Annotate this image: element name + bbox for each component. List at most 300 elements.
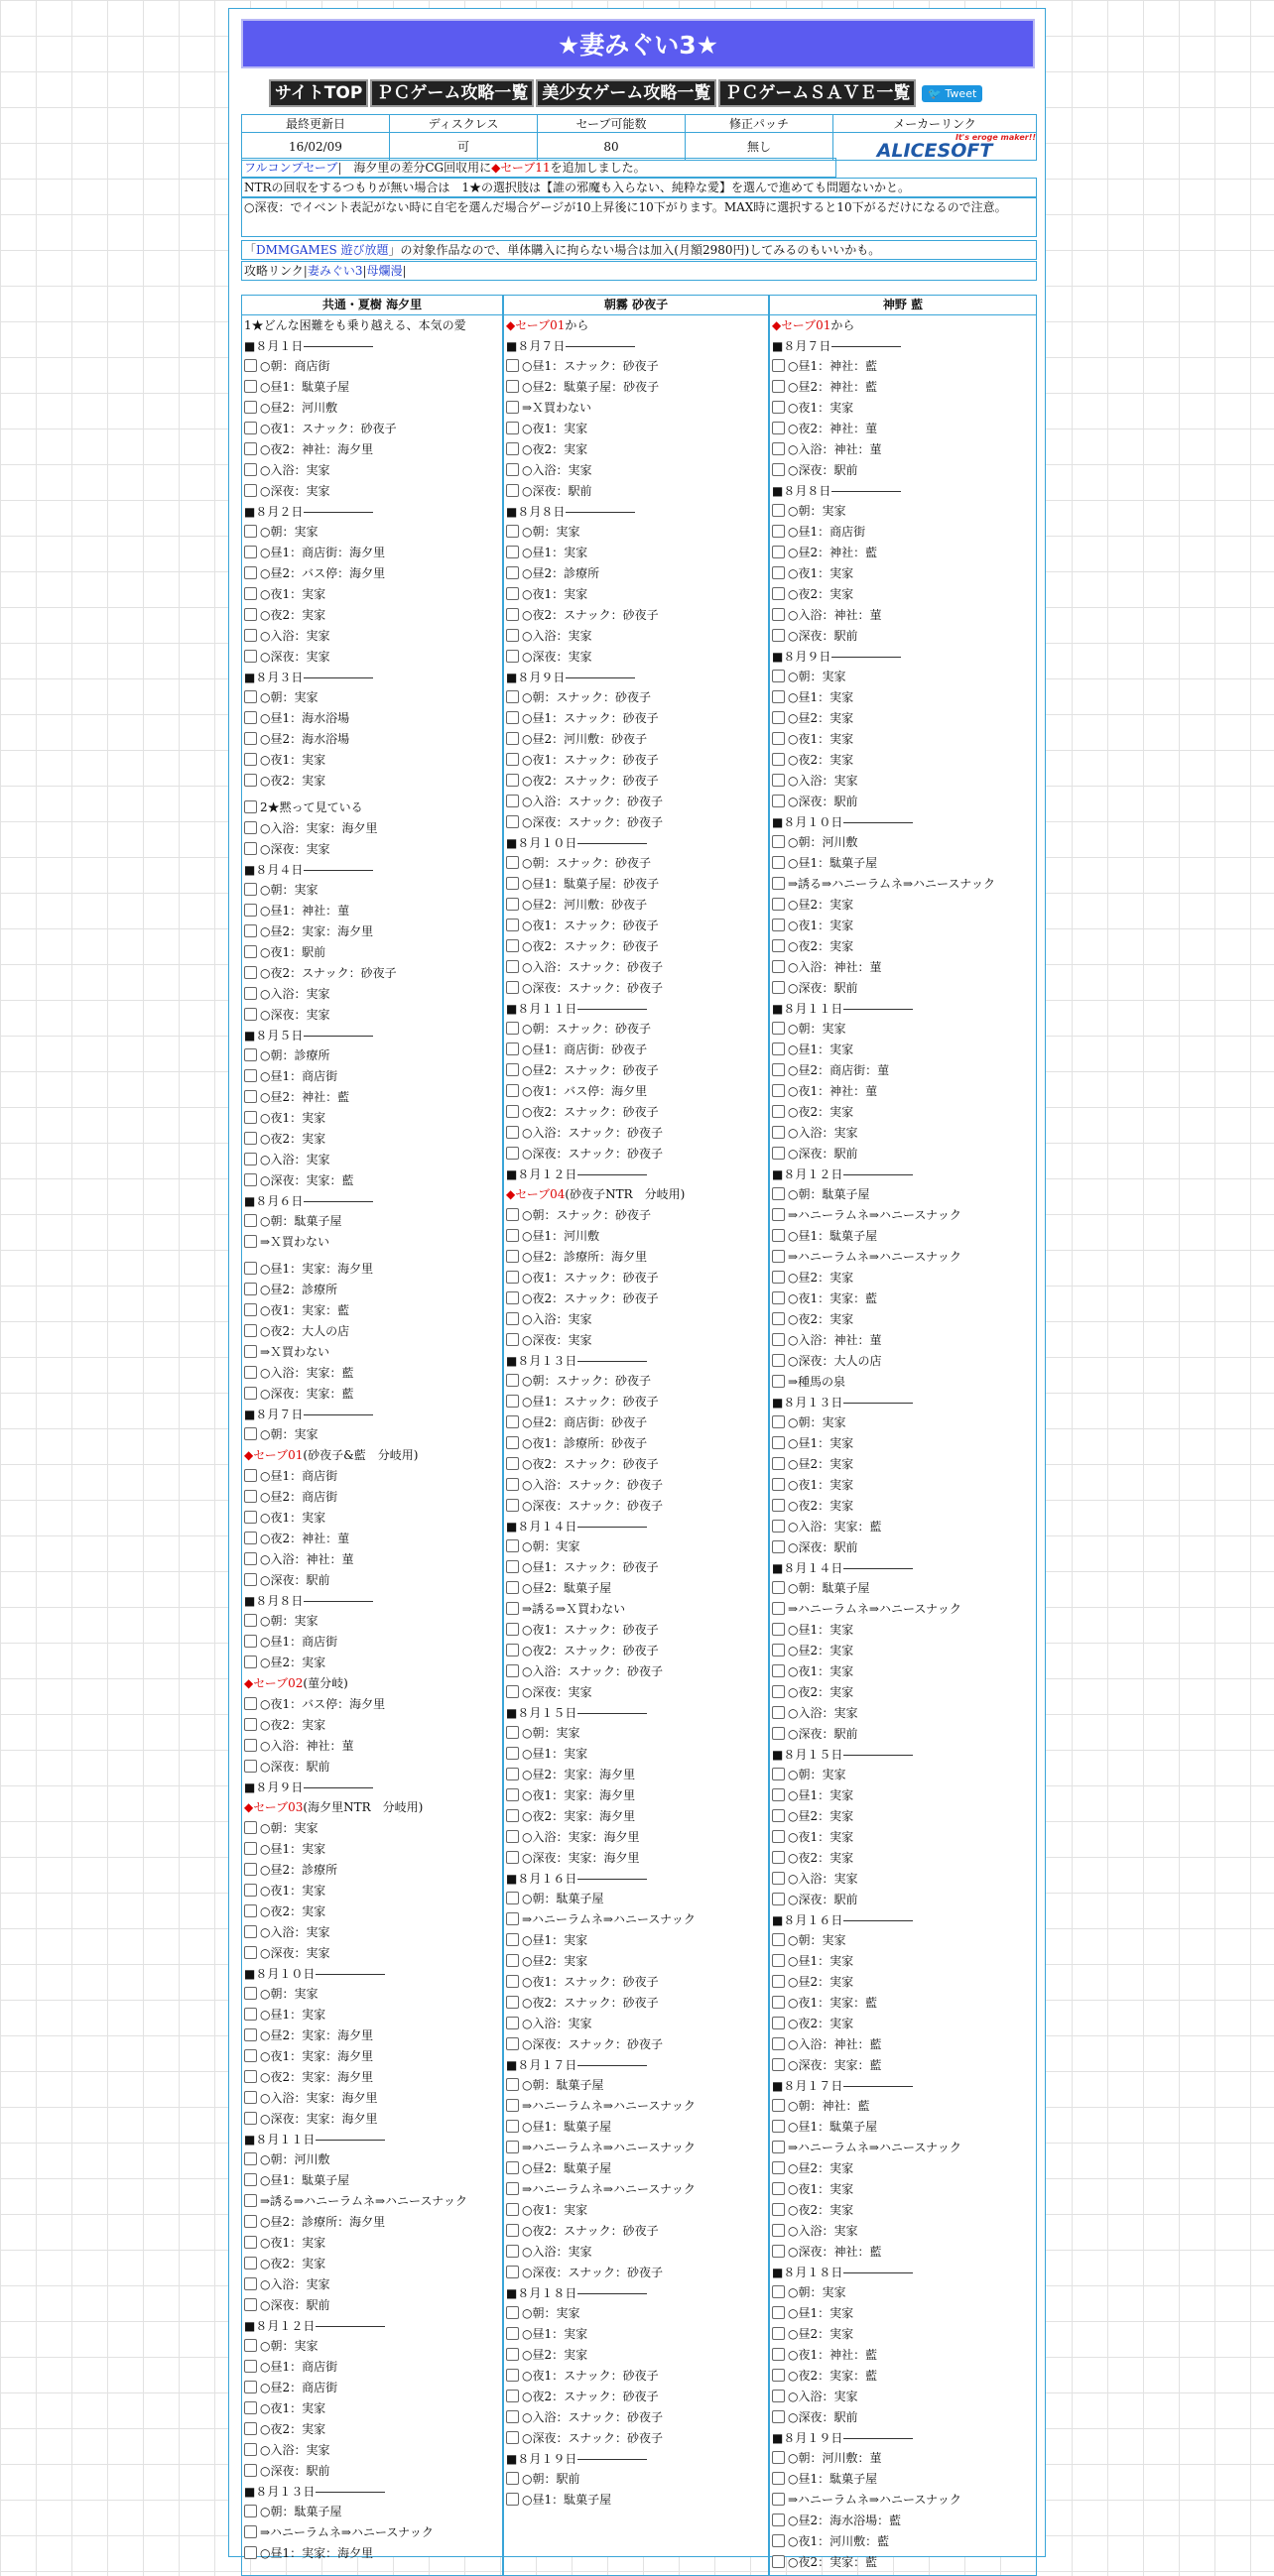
step-checkbox[interactable] [244,987,257,1000]
step-checkbox[interactable] [772,587,785,600]
step-checkbox[interactable] [506,1644,519,1656]
step-checkbox[interactable] [506,2306,519,2319]
step-checkbox[interactable] [772,504,785,517]
step-checkbox[interactable] [244,1614,257,1627]
step-checkbox[interactable] [772,2037,785,2050]
save-link[interactable]: ◆セーブ03 [244,1800,304,1814]
step-checkbox[interactable] [244,1656,257,1668]
step-checkbox[interactable] [244,1925,257,1938]
step-checkbox[interactable] [506,1291,519,1304]
step-checkbox[interactable] [772,1187,785,1200]
day-heading: ■８月１６日 [770,1910,1036,1930]
step-checkbox[interactable] [244,883,257,896]
step-checkbox[interactable] [772,2058,785,2071]
step-checkbox[interactable] [772,774,785,787]
step-checkbox[interactable] [772,608,785,621]
step-checkbox[interactable] [506,1126,519,1139]
step-checkbox[interactable] [244,1111,257,1124]
step-checkbox[interactable] [772,1022,785,1035]
step-checkbox[interactable] [244,2257,257,2269]
step-checkbox[interactable] [244,2464,257,2477]
step-item [242,963,502,984]
step-checkbox[interactable] [772,1043,785,1055]
step-checkbox[interactable] [506,1415,519,1428]
step-checkbox[interactable] [772,442,785,455]
step-checkbox[interactable] [772,1126,785,1139]
step-checkbox[interactable] [772,1540,785,1553]
step-checkbox[interactable] [506,546,519,558]
step-checkbox[interactable] [506,2203,519,2216]
step-checkbox[interactable] [244,1262,257,1275]
step-checkbox[interactable] [506,2141,519,2153]
nav-pc-game-list[interactable]: ＰＣゲーム攻略一覧 [370,79,534,107]
step-checkbox[interactable] [506,1892,519,1904]
step-checkbox[interactable] [506,1312,519,1325]
step-checkbox[interactable] [244,608,257,621]
step-checkbox[interactable] [244,1303,257,1316]
step-checkbox[interactable] [772,1623,785,1636]
step-checkbox[interactable] [244,732,257,745]
step-checkbox[interactable] [506,1229,519,1242]
step-checkbox[interactable] [506,1457,519,1470]
step-checkbox[interactable] [506,2245,519,2258]
step-checkbox[interactable] [244,1090,257,1103]
step-checkbox[interactable] [506,484,519,497]
step-checkbox[interactable] [506,650,519,663]
step-checkbox[interactable] [244,1427,257,1440]
step-checkbox[interactable] [506,1788,519,1801]
step-checkbox[interactable] [772,1644,785,1656]
step-checkbox[interactable] [244,2152,257,2165]
step-checkbox[interactable] [506,629,519,642]
step-checkbox[interactable] [244,2546,257,2559]
step-checkbox[interactable] [772,795,785,807]
step-checkbox[interactable] [506,960,519,973]
step-checkbox[interactable] [772,2245,785,2258]
nav-bishoujo-list[interactable]: 美少女ゲーム攻略一覧 [536,79,716,107]
step-checkbox[interactable] [244,1366,257,1379]
step-checkbox[interactable] [772,2285,785,2298]
alicesoft-logo[interactable]: It's eroge maker!! ALICESOFT [876,133,1036,162]
step-checkbox[interactable] [772,1250,785,1263]
step-checkbox[interactable] [244,1132,257,1145]
step-checkbox[interactable] [244,2194,257,2207]
step-checkbox[interactable] [244,1884,257,1897]
step-checkbox[interactable] [506,401,519,414]
step-checkbox[interactable] [772,835,785,848]
step-checkbox[interactable] [506,380,519,393]
step-checkbox[interactable] [506,422,519,434]
step-checkbox[interactable] [244,1008,257,1021]
step-checkbox[interactable] [506,1250,519,1263]
step-checkbox[interactable] [244,650,257,663]
step-checkbox[interactable] [772,1084,785,1097]
step-checkbox[interactable] [506,1022,519,1035]
dmm-games-link[interactable]: DMMGAMES 遊び放題 [256,243,389,257]
step-checkbox[interactable] [772,1312,785,1325]
step-checkbox[interactable] [244,463,257,476]
step-checkbox[interactable] [506,2348,519,2361]
step-checkbox[interactable] [772,732,785,745]
step-checkbox[interactable] [244,2525,257,2538]
save-link[interactable]: ◆セーブ04 [506,1187,566,1201]
step-checkbox[interactable] [772,856,785,869]
step-checkbox[interactable] [772,1499,785,1512]
step-checkbox[interactable] [772,1727,785,1740]
step-checkbox[interactable] [506,2224,519,2237]
step-checkbox[interactable] [772,1271,785,1284]
nav-site-top[interactable]: サイトTOP [269,79,368,107]
step-checkbox[interactable] [506,732,519,745]
step-checkbox[interactable] [506,2078,519,2091]
step-checkbox[interactable] [506,753,519,766]
step-checkbox[interactable] [244,774,257,787]
step-checkbox[interactable] [772,1809,785,1822]
step-checkbox[interactable] [772,2493,785,2506]
step-checkbox[interactable] [244,1760,257,1773]
step-checkbox[interactable] [772,629,785,642]
step-checkbox[interactable] [244,2173,257,2186]
step-checkbox[interactable] [506,774,519,787]
step-checkbox[interactable] [772,2141,785,2153]
step-checkbox[interactable] [244,753,257,766]
step-checkbox[interactable] [244,1697,257,1710]
step-checkbox[interactable] [244,1987,257,2000]
step-checkbox[interactable] [506,1333,519,1346]
step-checkbox[interactable] [506,1436,519,1449]
step-checkbox[interactable] [772,711,785,724]
step-checkbox[interactable] [244,2236,257,2249]
step-checkbox[interactable] [772,877,785,890]
step-checkbox[interactable] [244,2112,257,2125]
step-checkbox[interactable] [772,2390,785,2402]
step-checkbox[interactable] [244,904,257,917]
step-checkbox[interactable] [506,711,519,724]
step-checkbox[interactable] [244,566,257,579]
step-checkbox[interactable] [506,1147,519,1160]
step-checkbox[interactable] [244,966,257,979]
step-item [770,708,1036,729]
step-checkbox[interactable] [772,2120,785,2133]
step-checkbox[interactable] [772,2306,785,2319]
step-checkbox[interactable] [244,2422,257,2435]
step-checkbox[interactable] [244,1469,257,1482]
step-checkbox[interactable] [244,380,257,393]
step-checkbox[interactable] [772,1375,785,1388]
step-checkbox[interactable] [244,525,257,538]
step-checkbox[interactable] [772,1581,785,1594]
step-checkbox[interactable] [506,856,519,869]
step-checkbox[interactable] [244,629,257,642]
step-checkbox[interactable] [506,1560,519,1573]
step-checkbox[interactable] [772,401,785,414]
fullcomp-save-link[interactable]: フルコンプセーブ [244,161,338,175]
step-checkbox[interactable] [772,1872,785,1885]
step-checkbox[interactable] [506,1063,519,1076]
step-checkbox[interactable] [244,442,257,455]
save-link[interactable]: ◆セーブ01 [772,318,831,332]
step-checkbox[interactable] [244,1739,257,1752]
step-checkbox[interactable] [506,2120,519,2133]
step-checkbox[interactable] [772,690,785,703]
step-checkbox[interactable] [244,1635,257,1648]
step-checkbox[interactable] [772,981,785,994]
step-checkbox[interactable] [506,1208,519,1221]
step-checkbox[interactable] [244,690,257,703]
step-checkbox[interactable] [772,1229,785,1242]
step-checkbox[interactable] [506,1830,519,1843]
save-link[interactable]: ◆セーブ01 [506,318,566,332]
step-checkbox[interactable] [244,1904,257,1917]
step-checkbox[interactable] [244,1718,257,1731]
step-checkbox[interactable] [506,2017,519,2029]
step-checkbox[interactable] [772,1415,785,1428]
step-checkbox[interactable] [506,1105,519,1118]
step-checkbox[interactable] [506,1623,519,1636]
step-checkbox[interactable] [772,1457,785,1470]
step-checkbox[interactable] [244,2028,257,2041]
step-checkbox[interactable] [506,1374,519,1387]
step-checkbox[interactable] [772,2182,785,2195]
step-checkbox[interactable] [244,2360,257,2373]
step-checkbox[interactable] [244,546,257,558]
step-checkbox[interactable] [244,422,257,434]
step-checkbox[interactable] [772,1602,785,1615]
step-checkbox[interactable] [772,1685,785,1698]
step-checkbox[interactable] [506,608,519,621]
step-checkbox[interactable] [244,1214,257,1227]
step-checkbox[interactable] [506,1975,519,1988]
step-checkbox[interactable] [506,1602,519,1615]
step-checkbox[interactable] [772,939,785,952]
step-checkbox[interactable] [244,484,257,497]
step-checkbox[interactable] [244,821,257,834]
step-checkbox[interactable] [506,1912,519,1925]
step-checkbox[interactable] [772,546,785,558]
step-checkbox[interactable] [244,2277,257,2290]
step-checkbox[interactable] [506,1996,519,2009]
step-checkbox[interactable] [506,2390,519,2402]
step-checkbox[interactable] [244,2505,257,2517]
step-checkbox[interactable] [506,359,519,372]
step-checkbox[interactable] [244,1573,257,1586]
step-checkbox[interactable] [772,2514,785,2526]
step-checkbox[interactable] [506,2037,519,2050]
step-checkbox[interactable] [506,1933,519,1946]
step-checkbox[interactable] [772,1208,785,1221]
step-checkbox[interactable] [244,1946,257,1959]
step-checkbox[interactable] [772,1520,785,1533]
step-checkbox[interactable] [772,2534,785,2547]
step-checkbox[interactable] [772,1706,785,1719]
step-checkbox[interactable] [506,1809,519,1822]
step-checkbox[interactable] [244,359,257,372]
step-checkbox[interactable] [244,1345,257,1358]
step-checkbox[interactable] [506,1271,519,1284]
step-checkbox[interactable] [244,842,257,855]
step-checkbox[interactable] [772,1333,785,1346]
step-checkbox[interactable] [772,1893,785,1905]
step-checkbox[interactable] [244,1863,257,1876]
step-checkbox[interactable] [772,422,785,434]
step-checkbox[interactable] [772,1788,785,1801]
step-checkbox[interactable] [506,1395,519,1408]
step-checkbox[interactable] [772,2472,785,2485]
step-checkbox[interactable] [244,924,257,937]
step-checkbox[interactable] [506,463,519,476]
step-checkbox[interactable] [506,1478,519,1491]
step-checkbox[interactable] [244,2215,257,2228]
step-checkbox[interactable] [506,587,519,600]
step-checkbox[interactable] [772,380,785,393]
step-checkbox[interactable] [772,2017,785,2029]
step-checkbox[interactable] [506,1726,519,1739]
step-checkbox[interactable] [244,1173,257,1186]
step-checkbox[interactable] [772,1291,785,1304]
maker-logo-link[interactable] [833,133,1037,161]
save-link[interactable]: ◆セーブ02 [244,1676,304,1690]
step-checkbox[interactable] [244,1842,257,1855]
step-checkbox[interactable] [506,1768,519,1780]
step-checkbox[interactable] [506,795,519,807]
step-checkbox[interactable] [506,1539,519,1552]
step-checkbox[interactable] [772,1105,785,1118]
step-checkbox[interactable] [772,1147,785,1160]
nav-save-list[interactable]: ＰＣゲームＳＡＶＥ一覧 [718,79,916,107]
step-checkbox[interactable] [506,525,519,538]
step-checkbox[interactable] [506,2493,519,2506]
step-checkbox[interactable] [506,2182,519,2195]
step-checkbox[interactable] [244,1153,257,1165]
step-checkbox[interactable] [506,1685,519,1698]
step-checkbox[interactable] [244,1821,257,1834]
step-checkbox[interactable] [244,2091,257,2104]
step-checkbox[interactable] [772,1768,785,1780]
step-checkbox[interactable] [772,1478,785,1491]
step-checkbox[interactable] [244,2298,257,2311]
step-checkbox[interactable] [506,1043,519,1055]
step-checkbox[interactable] [244,1069,257,1082]
step-checkbox[interactable] [772,1975,785,1988]
step-checkbox[interactable] [506,566,519,579]
step-checkbox[interactable] [244,1324,257,1337]
step-checkbox[interactable] [244,587,257,600]
day-rule [566,512,635,513]
step-checkbox[interactable] [244,1552,257,1565]
step-checkbox[interactable] [506,2161,519,2174]
step-checkbox[interactable] [244,1387,257,1400]
step-checkbox[interactable] [772,1954,785,1967]
step-checkbox[interactable] [772,1664,785,1677]
step-checkbox[interactable] [244,2339,257,2352]
step-checkbox[interactable] [772,1063,785,1076]
step-checkbox[interactable] [772,359,785,372]
step-checkbox[interactable] [244,1283,257,1295]
step-checkbox[interactable] [772,1996,785,2009]
step-checkbox[interactable] [506,1499,519,1512]
save-link[interactable]: ◆セーブ01 [244,1448,304,1462]
step-checkbox[interactable] [506,2410,519,2423]
step-checkbox[interactable] [244,2049,257,2062]
step-checkbox[interactable] [772,566,785,579]
step-checkbox[interactable] [506,898,519,911]
step-checkbox[interactable] [244,1490,257,1503]
step-checkbox[interactable] [772,1933,785,1946]
step-checkbox[interactable] [506,919,519,931]
step-checkbox[interactable] [772,2161,785,2174]
step-checkbox[interactable] [506,2099,519,2112]
step-checkbox[interactable] [772,2369,785,2382]
step-checkbox[interactable] [772,2327,785,2340]
step-checkbox[interactable] [772,463,785,476]
step-checkbox[interactable] [506,2472,519,2485]
step-checkbox[interactable] [244,1048,257,1061]
step-checkbox[interactable] [772,1830,785,1843]
strategy-current[interactable]: 妻みぐい3 [307,264,363,278]
step-checkbox[interactable] [772,2410,785,2423]
step-checkbox[interactable] [244,800,257,813]
step-checkbox[interactable] [506,2327,519,2340]
step-checkbox[interactable] [506,815,519,828]
step-checkbox[interactable] [506,2369,519,2382]
step-checkbox[interactable] [244,1511,257,1524]
step-checkbox[interactable] [244,401,257,414]
step-checkbox[interactable] [772,525,785,538]
strategy-link-hahaaranman[interactable]: 母爛漫 [366,264,403,278]
step-checkbox[interactable] [772,2451,785,2464]
step-checkbox[interactable] [772,753,785,766]
step-checkbox[interactable] [244,2401,257,2414]
step-checkbox[interactable] [506,877,519,890]
day-rule [843,2086,913,2087]
step-checkbox[interactable] [772,1851,785,1864]
step-checkbox[interactable] [244,2070,257,2083]
step-checkbox[interactable] [244,2008,257,2021]
step-checkbox[interactable] [772,2224,785,2237]
step-checkbox[interactable] [506,1664,519,1677]
step-checkbox[interactable] [244,1532,257,1544]
step-checkbox[interactable] [772,898,785,911]
step-label: ○深夜：スナック：砂夜子 [522,815,663,829]
step-checkbox[interactable] [772,2555,785,2568]
step-checkbox[interactable] [506,2266,519,2278]
step-checkbox[interactable] [506,981,519,994]
step-checkbox[interactable] [506,939,519,952]
step-checkbox[interactable] [506,2431,519,2444]
step-checkbox[interactable] [772,960,785,973]
step-checkbox[interactable] [506,690,519,703]
step-checkbox[interactable] [506,1851,519,1864]
step-checkbox[interactable] [506,1084,519,1097]
step-checkbox[interactable] [506,1747,519,1760]
step-checkbox[interactable] [244,945,257,958]
step-checkbox[interactable] [772,2348,785,2361]
step-checkbox[interactable] [772,919,785,931]
step-checkbox[interactable] [244,711,257,724]
step-checkbox[interactable] [506,1581,519,1594]
step-checkbox[interactable] [772,670,785,682]
step-checkbox[interactable] [772,1354,785,1367]
step-checkbox[interactable] [772,2099,785,2112]
step-checkbox[interactable] [506,1954,519,1967]
step-checkbox[interactable] [772,1436,785,1449]
step-checkbox[interactable] [244,2443,257,2456]
step-checkbox[interactable] [506,442,519,455]
step-checkbox[interactable] [244,1235,257,1248]
tweet-button[interactable] [922,85,982,102]
step-checkbox[interactable] [772,2203,785,2216]
step-checkbox[interactable] [244,2381,257,2393]
